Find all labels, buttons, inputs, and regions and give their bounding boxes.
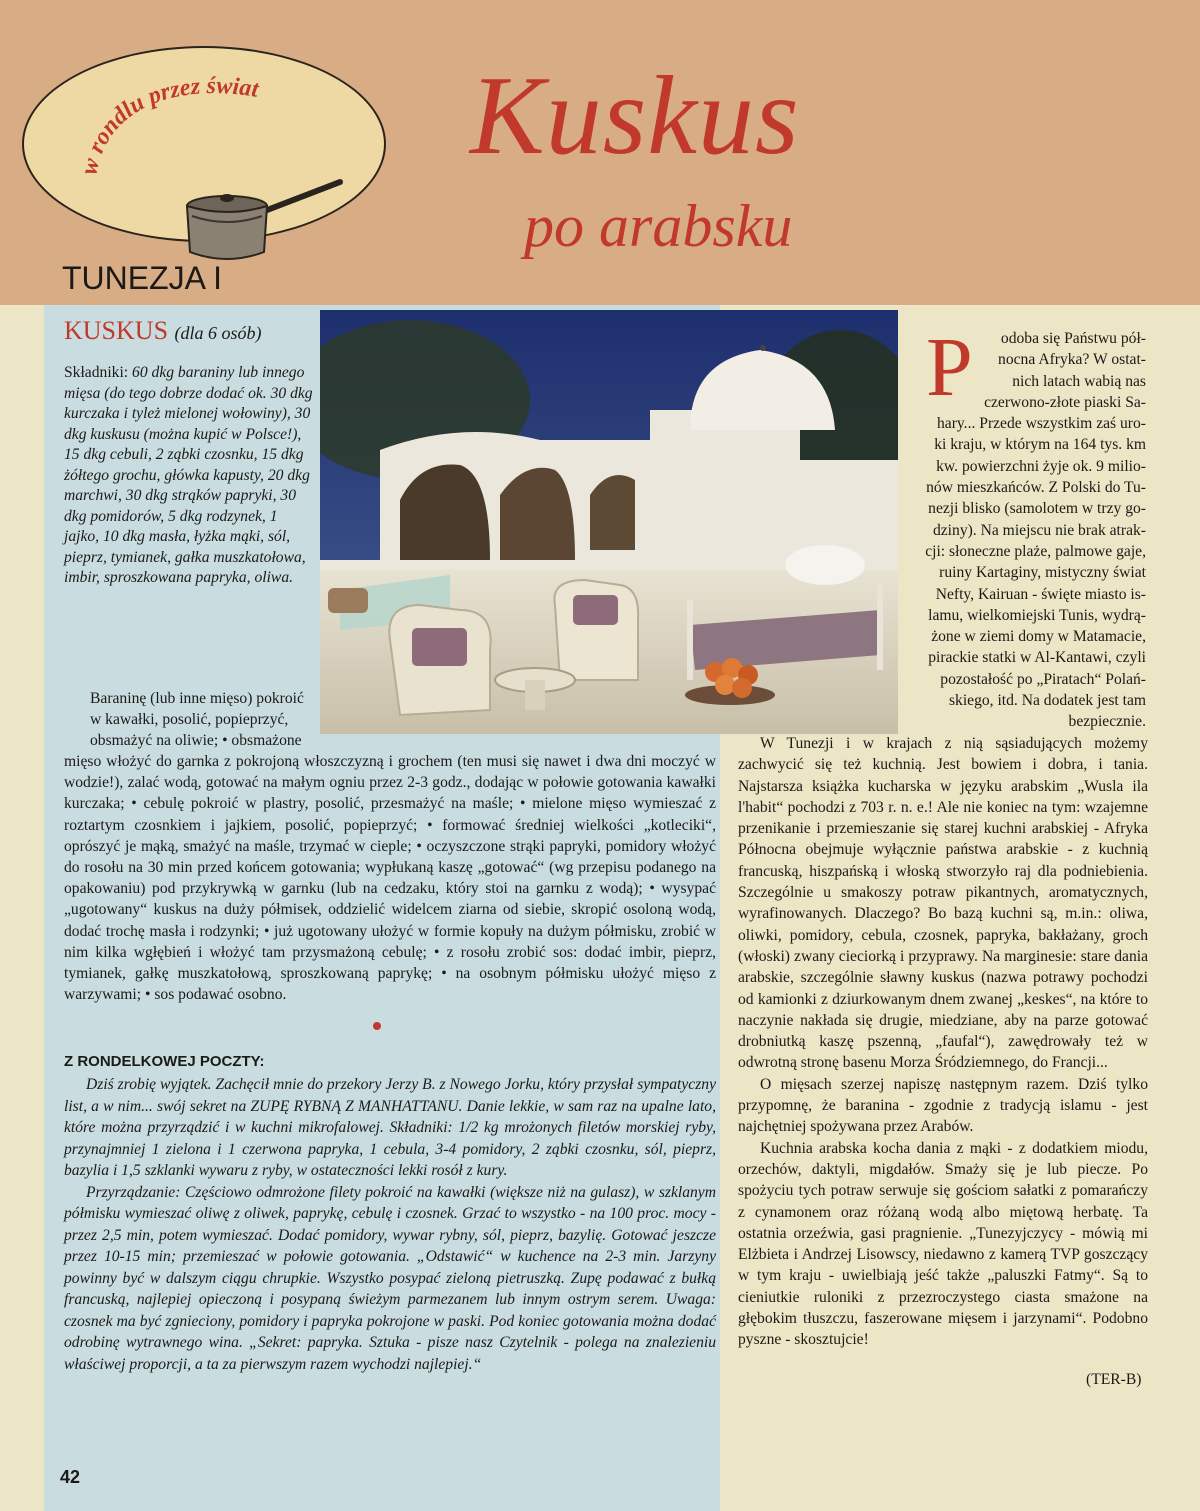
intro-line: pirackie statki w Al-Kantawi, czyli [928, 649, 1146, 667]
intro-line: bezpiecznie. [1068, 713, 1146, 731]
article-paragraph: W Tunezji i w krajach z nią sąsiadujących możemy zachwycić się też kuchnią. Jest bowiem i dobra, i tania. Najstarsza książka kucharska w języku arabskim „Wusla ila l'habit“ pochodzi z 703 r. n. e.! Ale nie koniec na tym: wzajemne przenikanie i przemieszanie się starej kuchni arabskiej - Afryka Północna obejmuje wyłącznie państwa arabskie - z kuchnią francuską, hiszpańską i włoską stworzyło raj dla podniebienia. Szczególnie u smakoszy potraw pikantnych, aromatycznych, wyrafinowanych. Dlaczego? Bo bazą kuchni są, m.in.: oliwa, oliwki, pomidory, cebula, czosnek, papryka, bakłażany, groch (włoski) zwany cieciorką i przyprawy. Na marginesie: stare dania arabskie, szczególnie sławny kuskus (nazwa potrawy pochodzi od kamionki z dziurkowanym dnem zwanej „keskes“, na które to naczynie nakłada się drugie, miedziane, aby na parze gotować drobniutką kaszę pszenną, „faufal“), zawędrowały też w odwrotną stronę basenu Morza Śródziemnego, do Francji... [738, 735, 1148, 1072]
mail-body [64, 1074, 716, 1375]
intro-line: ruiny Kartaginy, mistyczny świat [939, 564, 1146, 582]
intro-line: Nefty, Kairuan - święte miasto is- [935, 585, 1146, 603]
ingredients-list [64, 363, 314, 589]
article-paragraph: Kuchnia arabska kocha dania z mąki - z dodatkiem miodu, orzechów, daktyli, migdałów. Smaży się je lub piecze. Po spożyciu tych potraw serwuje się gościom sałatki z pomarańczy z cynamonem oraz różaną wodą albo miętową herbatę. Ta ostatnia orzeźwia, gasi pragnienie. „Tunezyjczycy - mówią mi Elżbieta i Andrzej Lisowscy, niedawno z kamerą TVP goszczący w tym kraju - uwielbiają jeść także „paluszki Fatmy“. Są to cieniutkie ruloniki z przezroczystego ciasta smażone na głębokim tłuszczu, faszerowane mięsem i jarzynami“. Podobno pyszne - skosztujcie! [738, 1139, 1148, 1349]
article-title: Kuskus [470, 54, 800, 178]
intro-line: nocna Afryka? W ostat- [998, 351, 1146, 369]
article-paragraph: O mięsach szerzej napiszę następnym razem. Dziś tylko przypomnę, że baranina - zgodnie z tradycją islamu - jest najchętniej spożywana przez Arabów. [738, 1075, 1148, 1136]
svg-text:w rondlu przez świat: w rondlu przez świat [76, 73, 261, 178]
page-number: 42 [60, 1467, 81, 1487]
intro-line: pozostałość po „Piratach“ Polań- [940, 670, 1146, 688]
intro-line: czerwono-złote piaski Sa- [984, 393, 1146, 411]
recipe-servings: (dla 6 osób) [174, 323, 262, 343]
recipe-title: KUSKUS [64, 316, 169, 345]
saucepan-icon [182, 176, 362, 266]
intro-line: ki kraju, w którym na 164 tys. km [934, 436, 1146, 454]
article-body [738, 733, 1148, 1351]
mail-heading: Z RONDELKOWEJ POCZTY: [64, 1053, 265, 1070]
intro-line: odoba się Państwu pół- [1000, 330, 1146, 347]
ingredients-label: Składniki: [64, 364, 129, 381]
intro-line: kw. powierzchni żyje ok. 9 milio- [936, 457, 1146, 475]
country-label: TUNEZJA I [62, 260, 223, 296]
intro-line: lamu, wielkomiejski Tunis, wydrą- [928, 606, 1146, 624]
section-logo [22, 46, 386, 242]
article-subtitle: po arabsku [524, 193, 793, 259]
method-text: mięso włożyć do garnka z pokrojoną włoszczyzną i grochem (ten musi się nawet i dwa dni moczyć w wodzie!), zalać wodą, gotować na małym ogniu przez 2-3 godz., dodając w połowie gotowania kawałki kurczaka; • cebulę pokroić w plastry, posolić, przesmażyć na maśle; • mielone mięso wymieszać z roztartym czosnkiem i jajkiem, posolić, popieprzyć; • formować średniej wielkości „kotleciki“, oprószyć je mąką, smażyć na maśle, trzymać w cieple; • oczyszczone strąki papryki, pomidory włożyć do rosołu na 30 min przed końcem gotowania; wypłukaną kaszę „gotować“ (wg przepisu podanego na opakowaniu) pod przykrywką w garnku (lub na cedzaku, który stoi na garnku z wodą); • wysypać „ugotowany“ kuskus na duży półmisek, oddzielić widelcem ziarna od siebie, skropić osoloną wodą, dodać trochę masła i rodzynki; • już ugotowany ułożyć w formie kopuły na dużym półmisku, zrobić w nim kilka wgłębień i włożyć tam przysmażoną cebulę; • z rosołu zrobić sos: dodać imbir, pieprz, tymianek, gałkę muszkatołową, sproszkowaną paprykę; • na osobnym półmisku ułożyć mięso z warzywami; • sos podawać osobno. [64, 753, 716, 1004]
recipe-heading [64, 318, 262, 344]
intro-line: nich latach wabią nas [1012, 372, 1146, 390]
mail-paragraph: Przyrządzanie: Częściowo odmrożone filety pokroić na kawałki (większe niż na gulasz), w szklanym półmisku wymieszać oliwę z oliwek, paprykę, cebulę i czosnek. Grzać to wszystko - na 100 proc. mocy - przez 2,5 min, potem wymieszać. Dodać pomidory, wywar rybny, sól, pieprz, bazylię. Gotować jeszcze przez 10-15 min; przemieszać w połowie gotowania. „Odstawić“ w kuchence na 2-3 min. Jarzyny powinny być w dalszym ciągu chrupkie. Wszystko posypać zieloną pietruszką. Zupę podawać z bułką francuską, najlepiej opieczoną i posypaną świeżym parmezanem lub innym ostrym serem. Uwaga: czosnek ma być zgnieciony, pomidory i papryka pokrojone w paski. Pod koniec gotowania można dodać odrobinę wytrawnego wina. „Sekret: papryka. Sztuka - pisze nasz Czytelnik - polega na znalezieniu właściwej proporcji, a ta za pierwszym razem wychodzi najlepiej.“ [64, 1183, 716, 1373]
method-start: Baraninę (lub inne mięso) pokroić w kawałki, posolić, popieprzyć, obsmażyć na oliwie; • obsmażone [90, 690, 304, 749]
intro-line: nezji blisko (samolotem w trzy go- [928, 500, 1146, 518]
intro-line: skiego, itd. Na dodatek jest tam [948, 692, 1146, 710]
author-signature: (TER-B) [1086, 1371, 1142, 1388]
intro-line: dziny). Na miejscu nie brak atrak- [932, 521, 1146, 539]
drop-cap: P [926, 321, 973, 414]
intro-line: nów mieszkańców. Z Polski do Tu- [926, 479, 1146, 497]
intro-line: żone w ziemi domy w Matamacie, [931, 628, 1146, 646]
ingredients-text: 60 dkg baraniny lub innego mięsa (do tego dobrze dodać ok. 30 dkg kurczaka i tyleż mielonej wołowiny), 30 dkg kuskusu (można kupić w Polsce!), 15 dkg cebuli, 2 ząbki czosnku, 15 dkg żółtego grochu, główka kapusty, 20 dkg marchwi, 30 dkg strąków papryki, 30 dkg pomidorów, 5 dkg rodzynek, 1 jajko, 10 dkg masła, łyżka mąki, sól, pieprz, tymianek, gałka muszkatołowa, imbir, sproszkowana papryka, oliwa. [64, 364, 313, 586]
intro-line: cji: słoneczne plaże, palmowe gaje, [925, 542, 1146, 560]
article-intro [906, 321, 1146, 733]
courtyard-photo [320, 310, 898, 734]
intro-line: hary... Przede wszystkim zaś uro- [936, 415, 1146, 433]
separator-dot [373, 1022, 381, 1030]
mail-paragraph: Dziś zrobię wyjątek. Zachęcił mnie do przekory Jerzy B. z Nowego Jorku, który przysłał sympatyczny list, a w nim... swój sekret na ZUPĘ RYBNĄ Z MANHATTANU. Danie lekkie, w sam raz na upalne lato, które można przyrządzić i w kuchni mikrofalowej. Składniki: 1/2 kg mrożonych filetów morskiej ryby, przynajmniej 1 zielona i 1 czerwona papryka, 1 cebula, 3-4 pomidory, 2 ząbki czosnku, sól, pieprz, bazylia i 1,5 szklanki wywaru z ryby, w ostateczności lekki rosół z kury. [64, 1076, 716, 1179]
